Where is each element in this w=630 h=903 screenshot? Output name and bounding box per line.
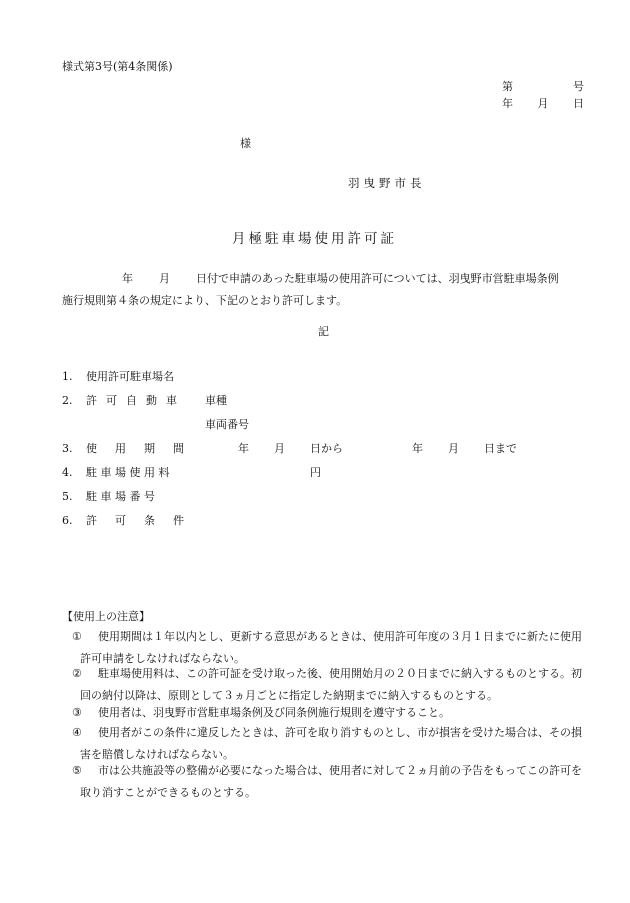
number-prefix: 第 bbox=[502, 80, 513, 93]
item-number: 2. bbox=[62, 394, 73, 407]
intro-line1-rest: 日付で申請のあった駐車場の使用許可については、羽曳野市営駐車場条例 bbox=[196, 272, 559, 285]
intro-year: 年 bbox=[122, 272, 133, 285]
document-title: 月極駐車場使用許可証 bbox=[232, 231, 397, 247]
date-day: 日 bbox=[573, 97, 584, 110]
note-line: 使用者は、羽曳野市営駐車場条例及び同条例施行規則を遵守すること。 bbox=[98, 706, 450, 719]
date-year: 年 bbox=[502, 97, 513, 110]
fee-unit: 円 bbox=[310, 466, 321, 479]
note-line: 使用期間は１年以内とし、更新する意思があるときは、使用許可年度の３月１日までに新たに使用 bbox=[98, 630, 582, 643]
item-number: 5. bbox=[62, 490, 73, 503]
note-line: 使用者がこの条件に違反したときは、許可を取り消すものとし、市が損害を受けた場合は、その損 bbox=[98, 726, 582, 739]
note-mark: ④ bbox=[72, 726, 82, 739]
period-end-year: 年 bbox=[412, 442, 423, 455]
item-number: 3. bbox=[62, 442, 73, 455]
item-label: 使用期間 bbox=[86, 442, 202, 455]
item-label: 許可自動車 bbox=[86, 394, 186, 407]
item-label: 駐車場使用料 bbox=[86, 466, 173, 479]
document-number bbox=[502, 80, 584, 94]
number-suffix: 号 bbox=[573, 80, 584, 93]
vehicle-type-label: 車種 bbox=[205, 394, 227, 407]
issue-date bbox=[502, 97, 584, 111]
intro-paragraph bbox=[62, 268, 587, 312]
item-parking-number bbox=[62, 490, 159, 504]
item-vehicle bbox=[62, 394, 186, 408]
form-number: 様式第3号(第4条関係) bbox=[62, 60, 173, 73]
item-period bbox=[62, 442, 202, 456]
note-line: 許可申請をしなければならない。 bbox=[80, 652, 245, 665]
period-start-day: 日から bbox=[310, 442, 343, 455]
item-label: 許可条件 bbox=[86, 514, 202, 527]
note-line: 市は公共施設等の整備が必要になった場合は、使用者に対して２ヵ月前の予告をもってこの許可を bbox=[98, 764, 582, 777]
date-month: 月 bbox=[537, 97, 549, 110]
note-line: 取り消すことができるものとする。 bbox=[80, 786, 256, 799]
note-mark: ② bbox=[72, 667, 82, 680]
item-label: 使用許可駐車場名 bbox=[86, 370, 174, 383]
item-label: 駐車場番号 bbox=[86, 490, 159, 503]
note-mark: ③ bbox=[72, 706, 82, 719]
note-2 bbox=[62, 663, 587, 707]
note-line: 回の納付以降は、原則として３ヵ月ごとに指定した納期までに納入するものとする。 bbox=[80, 689, 498, 702]
item-fee bbox=[62, 466, 173, 480]
note-line: 害を賠償しなければならない。 bbox=[80, 748, 234, 761]
period-start-month: 月 bbox=[274, 442, 285, 455]
period-end-day: 日まで bbox=[484, 442, 517, 455]
note-3 bbox=[62, 702, 587, 724]
addressee-honorific: 様 bbox=[240, 137, 251, 150]
vehicle-number-label: 車両番号 bbox=[205, 418, 249, 431]
note-5 bbox=[62, 760, 587, 804]
item-number: 1. bbox=[62, 370, 73, 383]
issuer-name: 羽曳野市長 bbox=[348, 176, 426, 190]
note-mark: ① bbox=[72, 630, 82, 643]
item-number: 4. bbox=[62, 466, 73, 479]
note-mark: ⑤ bbox=[72, 764, 82, 777]
item-parking-name bbox=[62, 370, 174, 384]
notes-heading: 【使用上の注意】 bbox=[62, 610, 150, 623]
item-number: 6. bbox=[62, 514, 73, 527]
note-line: 駐車場使用料は、この許可証を受け取った後、使用開始月の２０日までに納入するものとする。初 bbox=[98, 667, 582, 680]
period-end-month: 月 bbox=[448, 442, 459, 455]
item-conditions bbox=[62, 514, 202, 528]
intro-line2: 施行規則第４条の規定により、下記のとおり許可します。 bbox=[62, 294, 348, 307]
intro-month: 月 bbox=[159, 272, 170, 285]
ki-heading: 記 bbox=[318, 325, 329, 338]
period-start-year: 年 bbox=[238, 442, 249, 455]
